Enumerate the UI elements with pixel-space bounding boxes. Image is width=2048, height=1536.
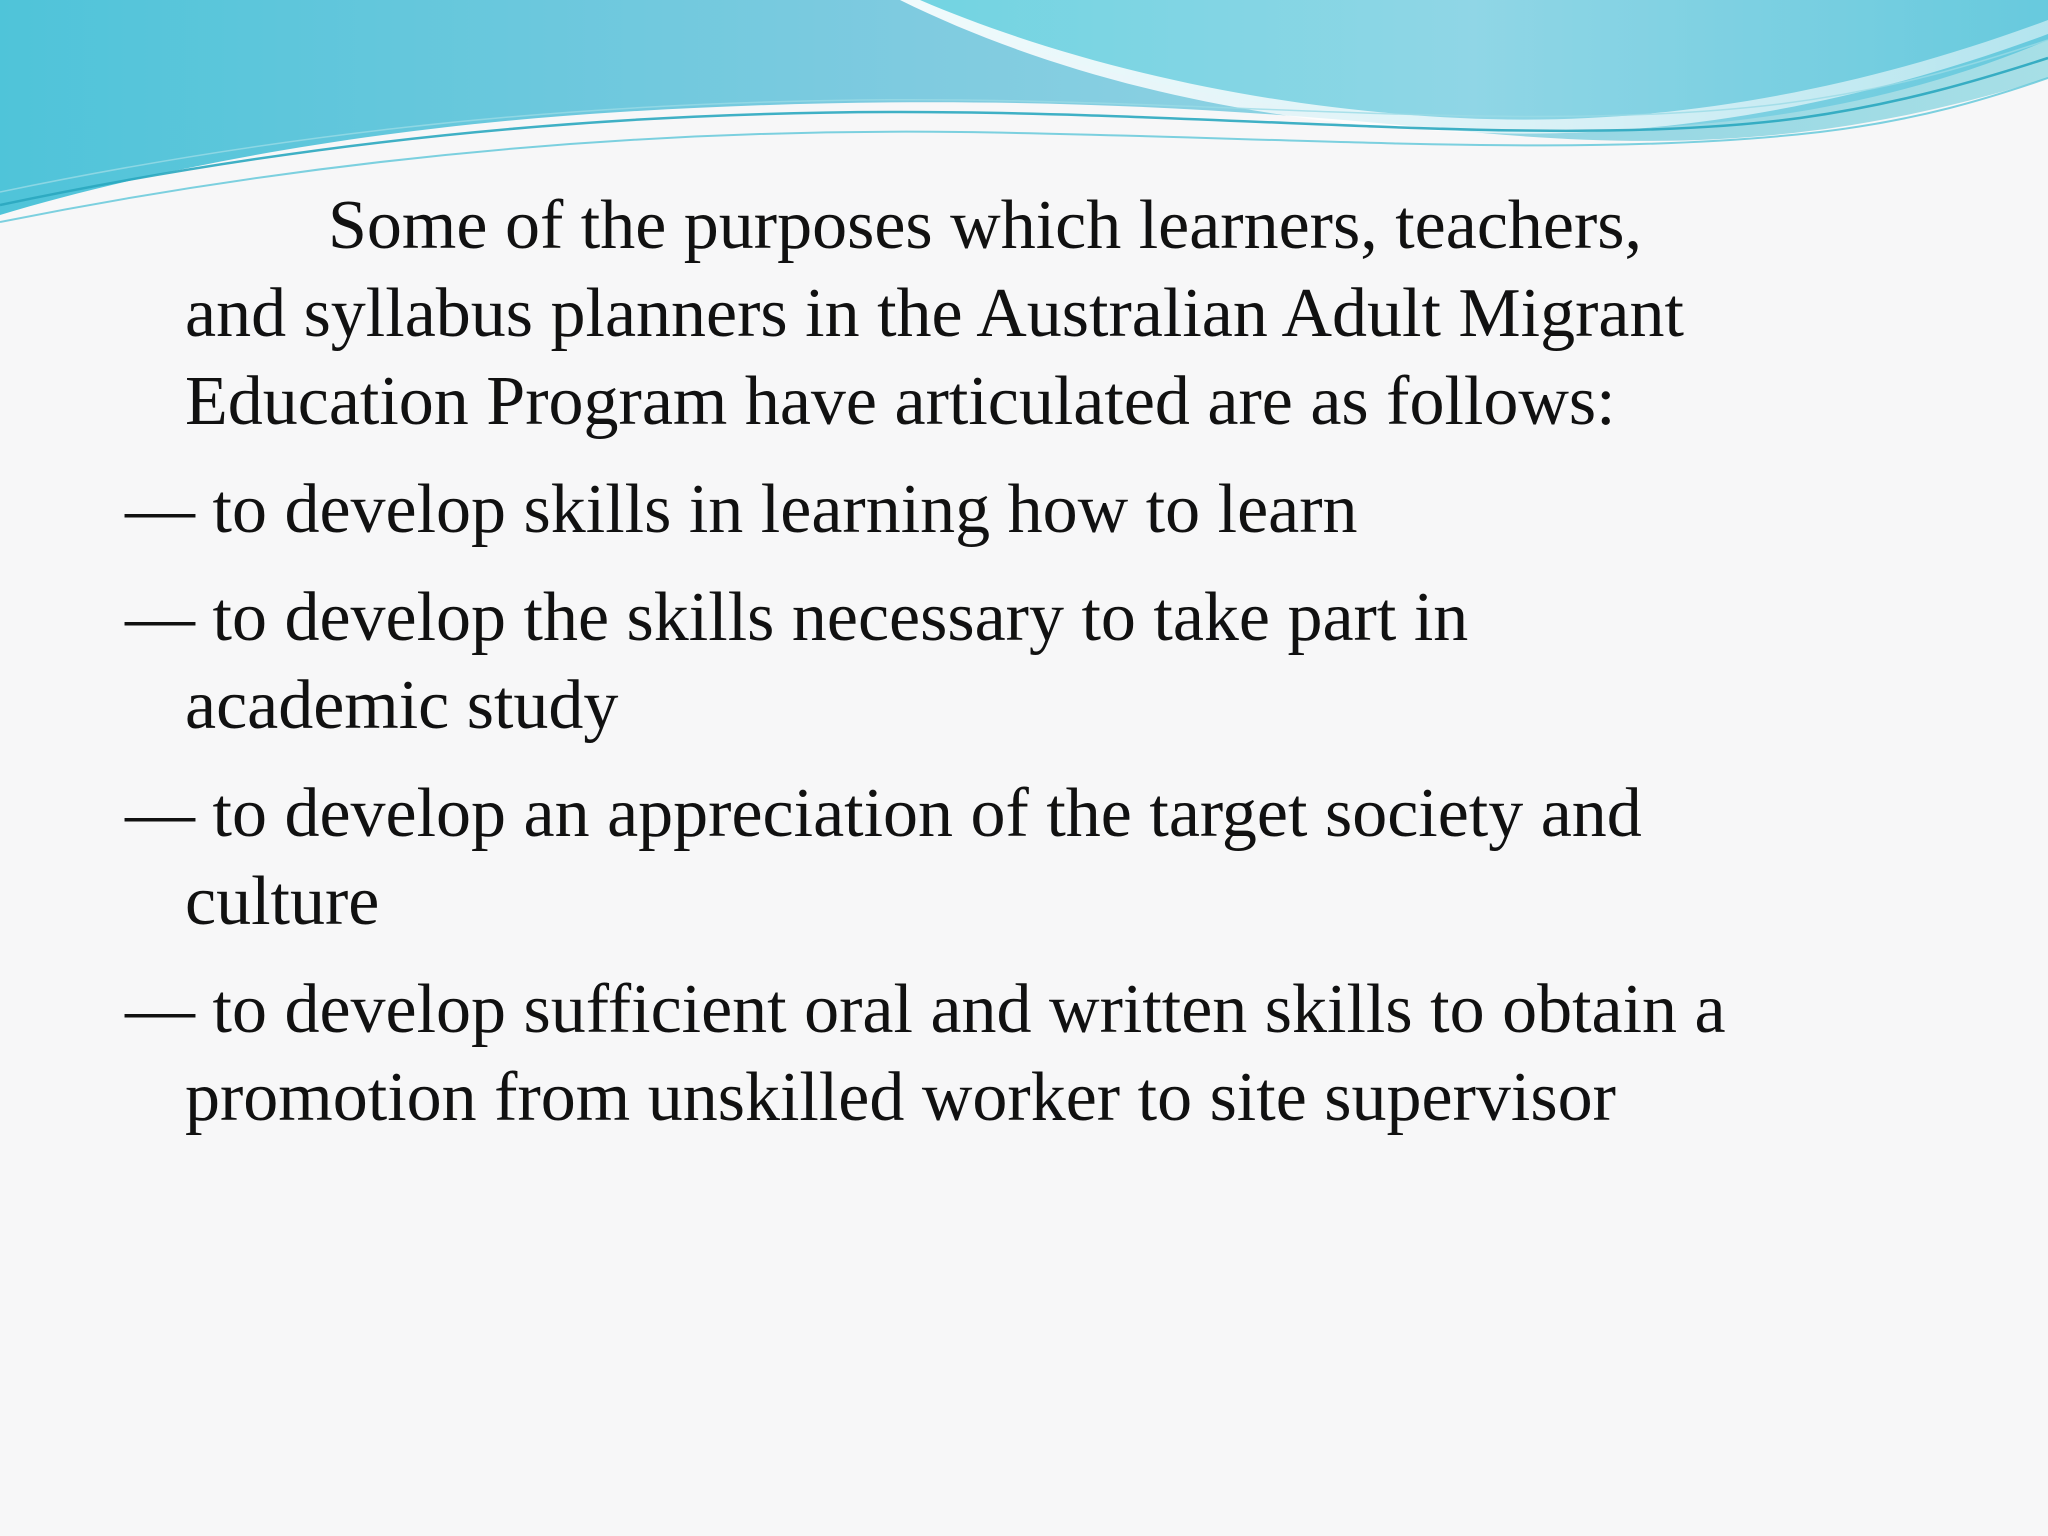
bullet-item — [125, 966, 1985, 1142]
bullet-text-continuation: promotion from unskilled worker to site supervisor — [185, 1059, 1616, 1136]
intro-line: Some of the purposes which learners, teachers, — [328, 187, 1643, 264]
bullet-item — [125, 574, 1985, 750]
bullet-text: — to develop skills in learning how to learn — [125, 471, 1358, 548]
bullet-text-continuation: academic study — [185, 667, 619, 744]
bullet-text-continuation: culture — [185, 863, 380, 940]
intro-paragraph — [185, 182, 1945, 446]
intro-line: and syllabus planners in the Australian Adult Migrant — [185, 275, 1684, 352]
bullet-text: — to develop sufficient oral and written skills to obtain a — [125, 971, 1726, 1048]
bullet-text: — to develop an appreciation of the target society and — [125, 775, 1642, 852]
intro-line: Education Program have articulated are as follows: — [185, 363, 1616, 440]
bullet-text: — to develop the skills necessary to take part in — [125, 579, 1469, 656]
bullet-item — [125, 770, 1985, 946]
bullet-item — [125, 466, 1985, 554]
